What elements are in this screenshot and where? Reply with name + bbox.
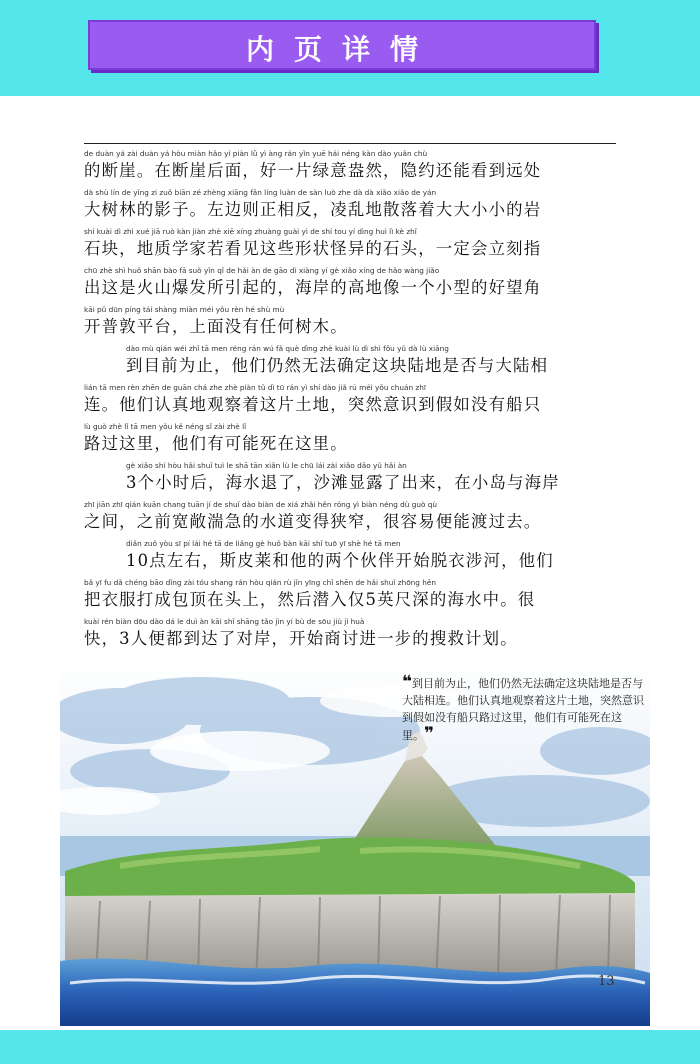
page-banner: [88, 20, 596, 70]
story-text: [84, 148, 624, 655]
banner-title: 内页详情: [245, 33, 438, 66]
text-line: [84, 226, 624, 265]
quote-text: 到目前为止，他们仍然无法确定这块陆地是否与大陆相连。他们认真地观察着这片土地，突然意识到假如没有船只路过这里，他们有可能死在这里。: [402, 677, 644, 742]
pinyin-line: lián tā men rèn zhēn de guān chá zhe zhè piàn tǔ dì tū rán yì shí dào jiǎ rú méi yǒu chuán zhī: [84, 383, 426, 392]
chinese-line: 到目前为止，他们仍然无法确定这块陆地是否与大陆相: [126, 356, 549, 375]
quote-close-mark: ❞: [424, 724, 434, 744]
pinyin-line: diǎn zuǒ yòu sī pí lái hé tā de liǎng gè huǒ bàn kāi shǐ tuō yī shè hé tā men: [126, 539, 401, 548]
chinese-line: 石块，地质学家若看见这些形状怪异的石头，一定会立刻指: [84, 239, 542, 258]
text-line: [84, 148, 624, 187]
chinese-line: 3个小时后，海水退了，沙滩显露了出来，在小岛与海岸: [126, 473, 560, 492]
chinese-line: 的断崖。在断崖后面，好一片绿意盎然，隐约还能看到远处: [84, 161, 542, 180]
pinyin-line: zhī jiān zhī qián kuān chang tuān jí de shuǐ dào biàn de xiá zhǎi hěn róng yì biàn néng dù guò qù: [84, 500, 438, 509]
pinyin-line: de duàn yá zài duàn yá hòu miàn hǎo yí piàn lǜ yì àng rán yǐn yuē hái néng kàn dào yuǎn chù: [84, 149, 428, 158]
pinyin-line: chū zhè shì huǒ shān bào fā suǒ yǐn qǐ de hǎi àn de gāo dì xiàng yí gè xiǎo xíng de hǎo wàng jiǎo: [84, 266, 440, 275]
text-line: [84, 499, 624, 538]
text-line: [84, 265, 624, 304]
chinese-line: 大树林的影子。左边则正相反，凌乱地散落着大大小小的岩: [84, 200, 542, 219]
text-line: [84, 538, 624, 577]
pinyin-line: dào mù qián wéi zhǐ tā men réng rán wú fǎ què dìng zhè kuài lù dì shì fǒu yǔ dà lù xiāng: [126, 344, 449, 353]
pinyin-line: kāi pǔ dūn píng tái shàng miàn méi yǒu rèn hé shù mù: [84, 305, 285, 314]
text-line: [84, 421, 624, 460]
pinyin-line: dà shù lín de yǐng zi zuǒ biān zé zhèng xiāng fǎn líng luàn de sàn luò zhe dà dà xiǎo xiǎo de yán: [84, 188, 437, 197]
chinese-line: 10点左右，斯皮莱和他的两个伙伴开始脱衣涉河，他们: [126, 551, 554, 570]
chinese-line: 出这是火山爆发所引起的，海岸的高地像一个小型的好望角: [84, 278, 542, 297]
pinyin-line: shí kuài dì zhì xué jiā ruò kàn jiàn zhè xiē xíng zhuàng guài yì de shí tou yí dìng huì lì kè zhǐ: [84, 227, 417, 236]
pinyin-line: kuài rén biàn dōu dào dá le duì àn kāi shǐ shāng tǎo jìn yí bù de sōu jiù jì huà: [84, 617, 365, 626]
chinese-line: 把衣服打成包顶在头上，然后潜入仅5英尺深的海水中。很: [84, 590, 536, 609]
quote-open-mark: ❝: [402, 672, 412, 692]
text-line: [84, 343, 624, 382]
chinese-line: 路过这里，他们有可能死在这里。: [84, 434, 348, 453]
text-line: [84, 577, 624, 616]
page-number: 13: [598, 974, 615, 989]
text-line: [84, 460, 624, 499]
top-rule: [84, 143, 616, 144]
text-line: [84, 187, 624, 226]
book-page: [0, 96, 700, 1030]
chinese-line: 开普敦平台，上面没有任何树木。: [84, 317, 348, 336]
pull-quote: [402, 674, 652, 744]
pinyin-line: gè xiǎo shí hòu hǎi shuǐ tuì le shā tān xiǎn lù le chū lái zài xiǎo dǎo yǔ hǎi àn: [126, 461, 407, 470]
pinyin-line: lù guò zhè lǐ tā men yǒu kě néng sǐ zài zhè lǐ: [84, 422, 247, 431]
chinese-line: 之间，之前宽敞湍急的水道变得狭窄，很容易便能渡过去。: [84, 512, 542, 531]
text-line: [84, 304, 624, 343]
chinese-line: 连。他们认真地观察着这片土地，突然意识到假如没有船只: [84, 395, 542, 414]
chinese-line: 快，3人便都到达了对岸，开始商讨进一步的搜救计划。: [84, 629, 518, 648]
text-line: [84, 616, 624, 655]
pinyin-line: bǎ yī fu dǎ chéng bāo dǐng zài tóu shang rán hòu qián rù jǐn yīng chǐ shēn de hǎi shuǐ zhōng hěn: [84, 578, 436, 587]
text-line: [84, 382, 624, 421]
